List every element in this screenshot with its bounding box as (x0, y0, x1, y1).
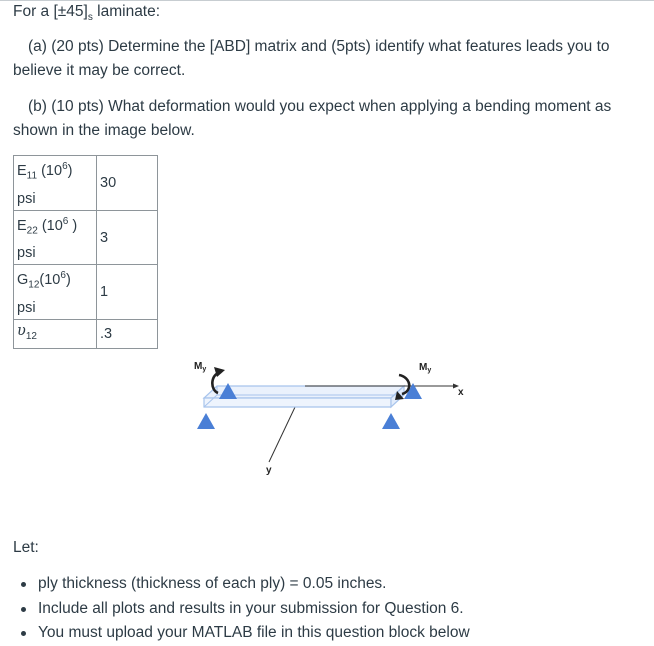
property-label: $\upsilon_{12}$ (14, 320, 97, 349)
list-item: ply thickness (thickness of each ply) = 0.05 inches. (0, 572, 470, 597)
moment-label-left: $M_y$ (194, 361, 207, 373)
requirements-list (0, 572, 470, 646)
property-label: $E_{22}$ ($10^6$ ) psi (14, 210, 97, 265)
beam-bending-figure (185, 355, 485, 485)
property-label: $E_{11}$ $(10^6)$ psi (14, 156, 97, 211)
property-label: $G_{12}(10^6)$ psi (14, 265, 97, 320)
list-item: Include all plots and results in your submission for Question 6. (0, 597, 470, 622)
property-value: 3 (97, 210, 158, 265)
moment-label-right: $M_y$ (419, 362, 432, 374)
property-value: 1 (97, 265, 158, 320)
support-triangle-left-bottom (197, 413, 215, 429)
table-row (14, 210, 158, 265)
list-item: You must upload your MATLAB file in this question block below (0, 621, 470, 646)
let-label: Let: (13, 539, 39, 556)
question-title: For a $[\pm 45]_s$ laminate: (13, 3, 161, 24)
part-b-line-1: (b) (10 pts) What deformation would you expect when applying a bending moment as (28, 98, 612, 115)
support-triangle-right-bottom (382, 413, 400, 429)
part-a-line-1: (a) (20 pts) Determine the [ABD] matrix and (5pts) identify what features leads you to (28, 38, 610, 55)
property-value: 30 (97, 156, 158, 211)
top-divider (0, 0, 654, 1)
table-row (14, 156, 158, 211)
property-value: .3 (97, 320, 158, 349)
part-b-line-2: shown in the image below. (13, 122, 195, 139)
x-axis-label: x (458, 387, 464, 398)
table-row (14, 265, 158, 320)
material-properties-table (13, 155, 158, 349)
part-a-line-2: believe it may be correct. (13, 62, 186, 79)
y-axis-label: y (266, 465, 272, 476)
table-row (14, 320, 158, 349)
